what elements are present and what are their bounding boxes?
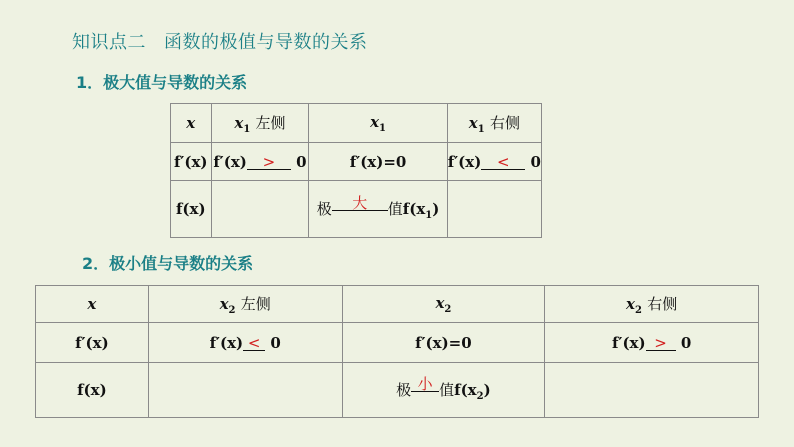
left-cell: f′(x) < 0: [148, 323, 342, 363]
right-cell: [545, 363, 759, 418]
header-left: $x_1$ 左侧: [211, 104, 309, 143]
header-left: $x_2$ 左侧: [148, 286, 342, 323]
heading-part2: 函数的极值与导数的关系: [164, 32, 368, 53]
header-x: x: [36, 286, 149, 323]
right-cell: f′(x) < 0: [447, 143, 541, 181]
row-label: f′(x): [171, 143, 212, 181]
answer-less: <: [247, 333, 261, 352]
heading-part1: 知识点二: [72, 32, 146, 53]
section-heading: [72, 28, 368, 54]
row-label: f(x): [171, 181, 212, 238]
answer-greater: >: [262, 152, 276, 171]
table-row-header: [171, 104, 542, 143]
header-right: $x_1$ 右侧: [447, 104, 541, 143]
mid-cell: 极 大 值$f(x_1)$: [309, 181, 447, 238]
header-mid: $x_1$: [309, 104, 447, 143]
answer-max: 大: [352, 193, 368, 212]
header-right: $x_2$ 右侧: [545, 286, 759, 323]
header-x: x: [171, 104, 212, 143]
maximum-table: [170, 103, 542, 238]
minimum-table: [35, 285, 759, 418]
header-mid: $x_2$: [342, 286, 545, 323]
table-row-derivative: [36, 323, 759, 363]
answer-greater: >: [654, 333, 667, 352]
right-cell: [447, 181, 541, 238]
left-cell: f′(x) > 0: [211, 143, 309, 181]
subheading-minimum: 2．极小值与导数的关系: [82, 254, 254, 273]
table-row-derivative: [171, 143, 542, 181]
row-label: f′(x): [36, 323, 149, 363]
row-label: f(x): [36, 363, 149, 418]
answer-less: <: [497, 152, 510, 171]
right-cell: f′(x) > 0: [545, 323, 759, 363]
left-cell: [211, 181, 309, 238]
subheading-maximum: 1．极大值与导数的关系: [76, 73, 248, 92]
mid-cell: 极 小 值$f(x_2)$: [342, 363, 545, 418]
table-row-function: [36, 363, 759, 418]
answer-min: 小: [417, 374, 433, 393]
mid-cell: f′(x)=0: [342, 323, 545, 363]
table-row-function: [171, 181, 542, 238]
table-row-header: [36, 286, 759, 323]
mid-cell: f′(x)=0: [309, 143, 447, 181]
left-cell: [148, 363, 342, 418]
